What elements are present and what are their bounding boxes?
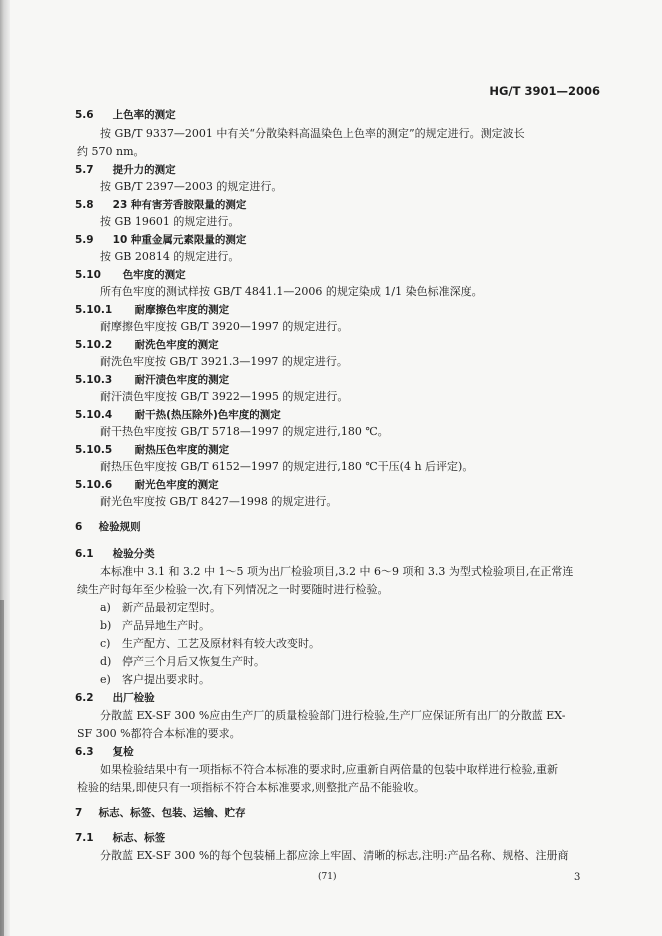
page-number: 3 [574,872,581,883]
paragraph-line: SF 300 %都符合本标准的要求。 [77,727,241,740]
paragraph-line: 按 GB/T 2397—2003 的规定进行。 [100,180,283,193]
section-heading [75,443,229,457]
section-number: 7.1 [75,832,94,844]
section-number: 5.6 [75,109,94,121]
paragraph-line: 耐洗色牢度按 GB/T 3921.3—1997 的规定进行。 [100,355,348,368]
section-number: 5.10.4 [75,409,113,421]
section-title: 检验分类 [112,548,155,560]
paragraph-line: 耐汗渍色牢度按 GB/T 3922—1995 的规定进行。 [100,390,349,403]
paragraph-line: 按 GB/T 9337—2001 中有关“分散染料高温染色上色率的测定”的规定进行。测定波长 [100,127,525,140]
section-heading [75,198,246,212]
section-title: 出厂检验 [112,692,155,704]
paragraph-line: 如果检验结果中有一项指标不符合本标准的要求时,应重新自两倍量的包装中取样进行检验,重新 [100,763,558,776]
section-title: 标志、标签 [112,832,166,844]
list-item-label: d) [100,655,112,668]
section-number: 5.8 [75,199,94,211]
section-title: 复检 [112,746,134,758]
section-title: 提升力的测定 [112,164,176,176]
list-item [100,619,210,633]
paragraph-line: 所有色牢度的测试样按 GB/T 4841.1—2006 的规定染成 1/1 染色标准深度。 [100,285,483,298]
section-number: 6.2 [75,692,94,704]
list-item-label: c) [100,637,111,650]
section-number: 5.9 [75,234,94,246]
paragraph-line: 按 GB 19601 的规定进行。 [100,215,240,228]
section-heading [75,233,246,247]
list-item [100,673,210,687]
list-item-text: 停产三个月后又恢复生产时。 [122,655,265,668]
list-item-label: e) [100,673,111,686]
paragraph-line: 检验的结果,即使只有一项指标不符合本标准要求,则整批产品不能验收。 [77,781,425,794]
section-heading [75,547,155,561]
paragraph-line: 续生产时每年至少检验一次,有下列情况之一时要随时进行检验。 [77,583,389,596]
section-title: 耐洗色牢度的测定 [134,339,219,351]
section-number: 5.10.3 [75,374,113,386]
list-item [100,601,221,615]
section-number: 7 [75,807,83,819]
section-title: 耐光色牢度的测定 [134,479,219,491]
list-item-text: 客户提出要求时。 [122,673,210,686]
section-number: 5.10.6 [75,479,113,491]
list-item-label: a) [100,601,111,614]
section-heading [75,408,281,422]
section-heading [75,163,176,177]
section-number: 5.10 [75,269,101,281]
chapter-heading [75,806,246,820]
section-title: 检验规则 [98,521,141,533]
list-item-text: 产品异地生产时。 [122,619,210,632]
paragraph-line: 耐干热色牢度按 GB/T 5718—1997 的规定进行,180 ℃。 [100,425,389,438]
section-title: 耐热压色牢度的测定 [134,444,230,456]
paragraph-line: 耐热压色牢度按 GB/T 6152—1997 的规定进行,180 ℃干压(4 h 后评定)。 [100,460,474,473]
section-number: 5.10.1 [75,304,113,316]
section-heading [75,373,229,387]
section-number: 5.7 [75,164,94,176]
section-title: 耐摩擦色牢度的测定 [134,304,230,316]
section-title: 色牢度的测定 [122,269,186,281]
section-heading [75,108,176,122]
section-title: 上色率的测定 [112,109,176,121]
paragraph-line: 按 GB 20814 的规定进行。 [100,250,240,263]
volume-page-number: (71) [318,872,337,882]
paragraph-line: 分散蓝 EX-SF 300 %的每个包装桶上都应涂上牢固、清晰的标志,注明:产品名称、规格、注册商 [100,849,569,862]
list-item-text: 生产配方、工艺及原材料有较大改变时。 [122,637,320,650]
section-number: 6 [75,521,83,533]
section-heading [75,478,219,492]
paragraph-line: 约 570 nm。 [77,145,145,158]
section-heading [75,831,165,845]
scan-edge-dark [0,600,4,936]
section-heading [75,303,229,317]
section-number: 5.10.5 [75,444,113,456]
chapter-heading [75,520,141,534]
section-number: 5.10.2 [75,339,113,351]
section-title: 耐干热(热压除外)色牢度的测定 [134,409,281,421]
list-item-label: b) [100,619,112,632]
section-number: 6.1 [75,548,94,560]
section-heading [75,268,186,282]
list-item-text: 新产品最初定型时。 [122,601,221,614]
section-heading [75,338,219,352]
list-item [100,655,265,669]
section-title: 标志、标签、包装、运输、贮存 [98,807,246,819]
section-title: 23 种有害芳香胺限量的测定 [112,199,247,211]
standard-code: HG/T 3901—2006 [489,84,600,98]
section-title: 10 种重金属元素限量的测定 [112,234,247,246]
paragraph-line: 耐光色牢度按 GB/T 8427—1998 的规定进行。 [100,495,338,508]
paragraph-line: 分散蓝 EX-SF 300 %应由生产厂的质量检验部门进行检验,生产厂应保证所有出厂的分散蓝 EX- [100,709,566,722]
section-heading [75,745,134,759]
paragraph-line: 耐摩擦色牢度按 GB/T 3920—1997 的规定进行。 [100,320,349,333]
section-number: 6.3 [75,746,94,758]
paragraph-line: 本标准中 3.1 和 3.2 中 1～5 项为出厂检验项目,3.2 中 6～9 项和 3.3 为型式检验项目,在正常连 [100,565,574,578]
section-title: 耐汗渍色牢度的测定 [134,374,230,386]
list-item [100,637,320,651]
section-heading [75,691,155,705]
